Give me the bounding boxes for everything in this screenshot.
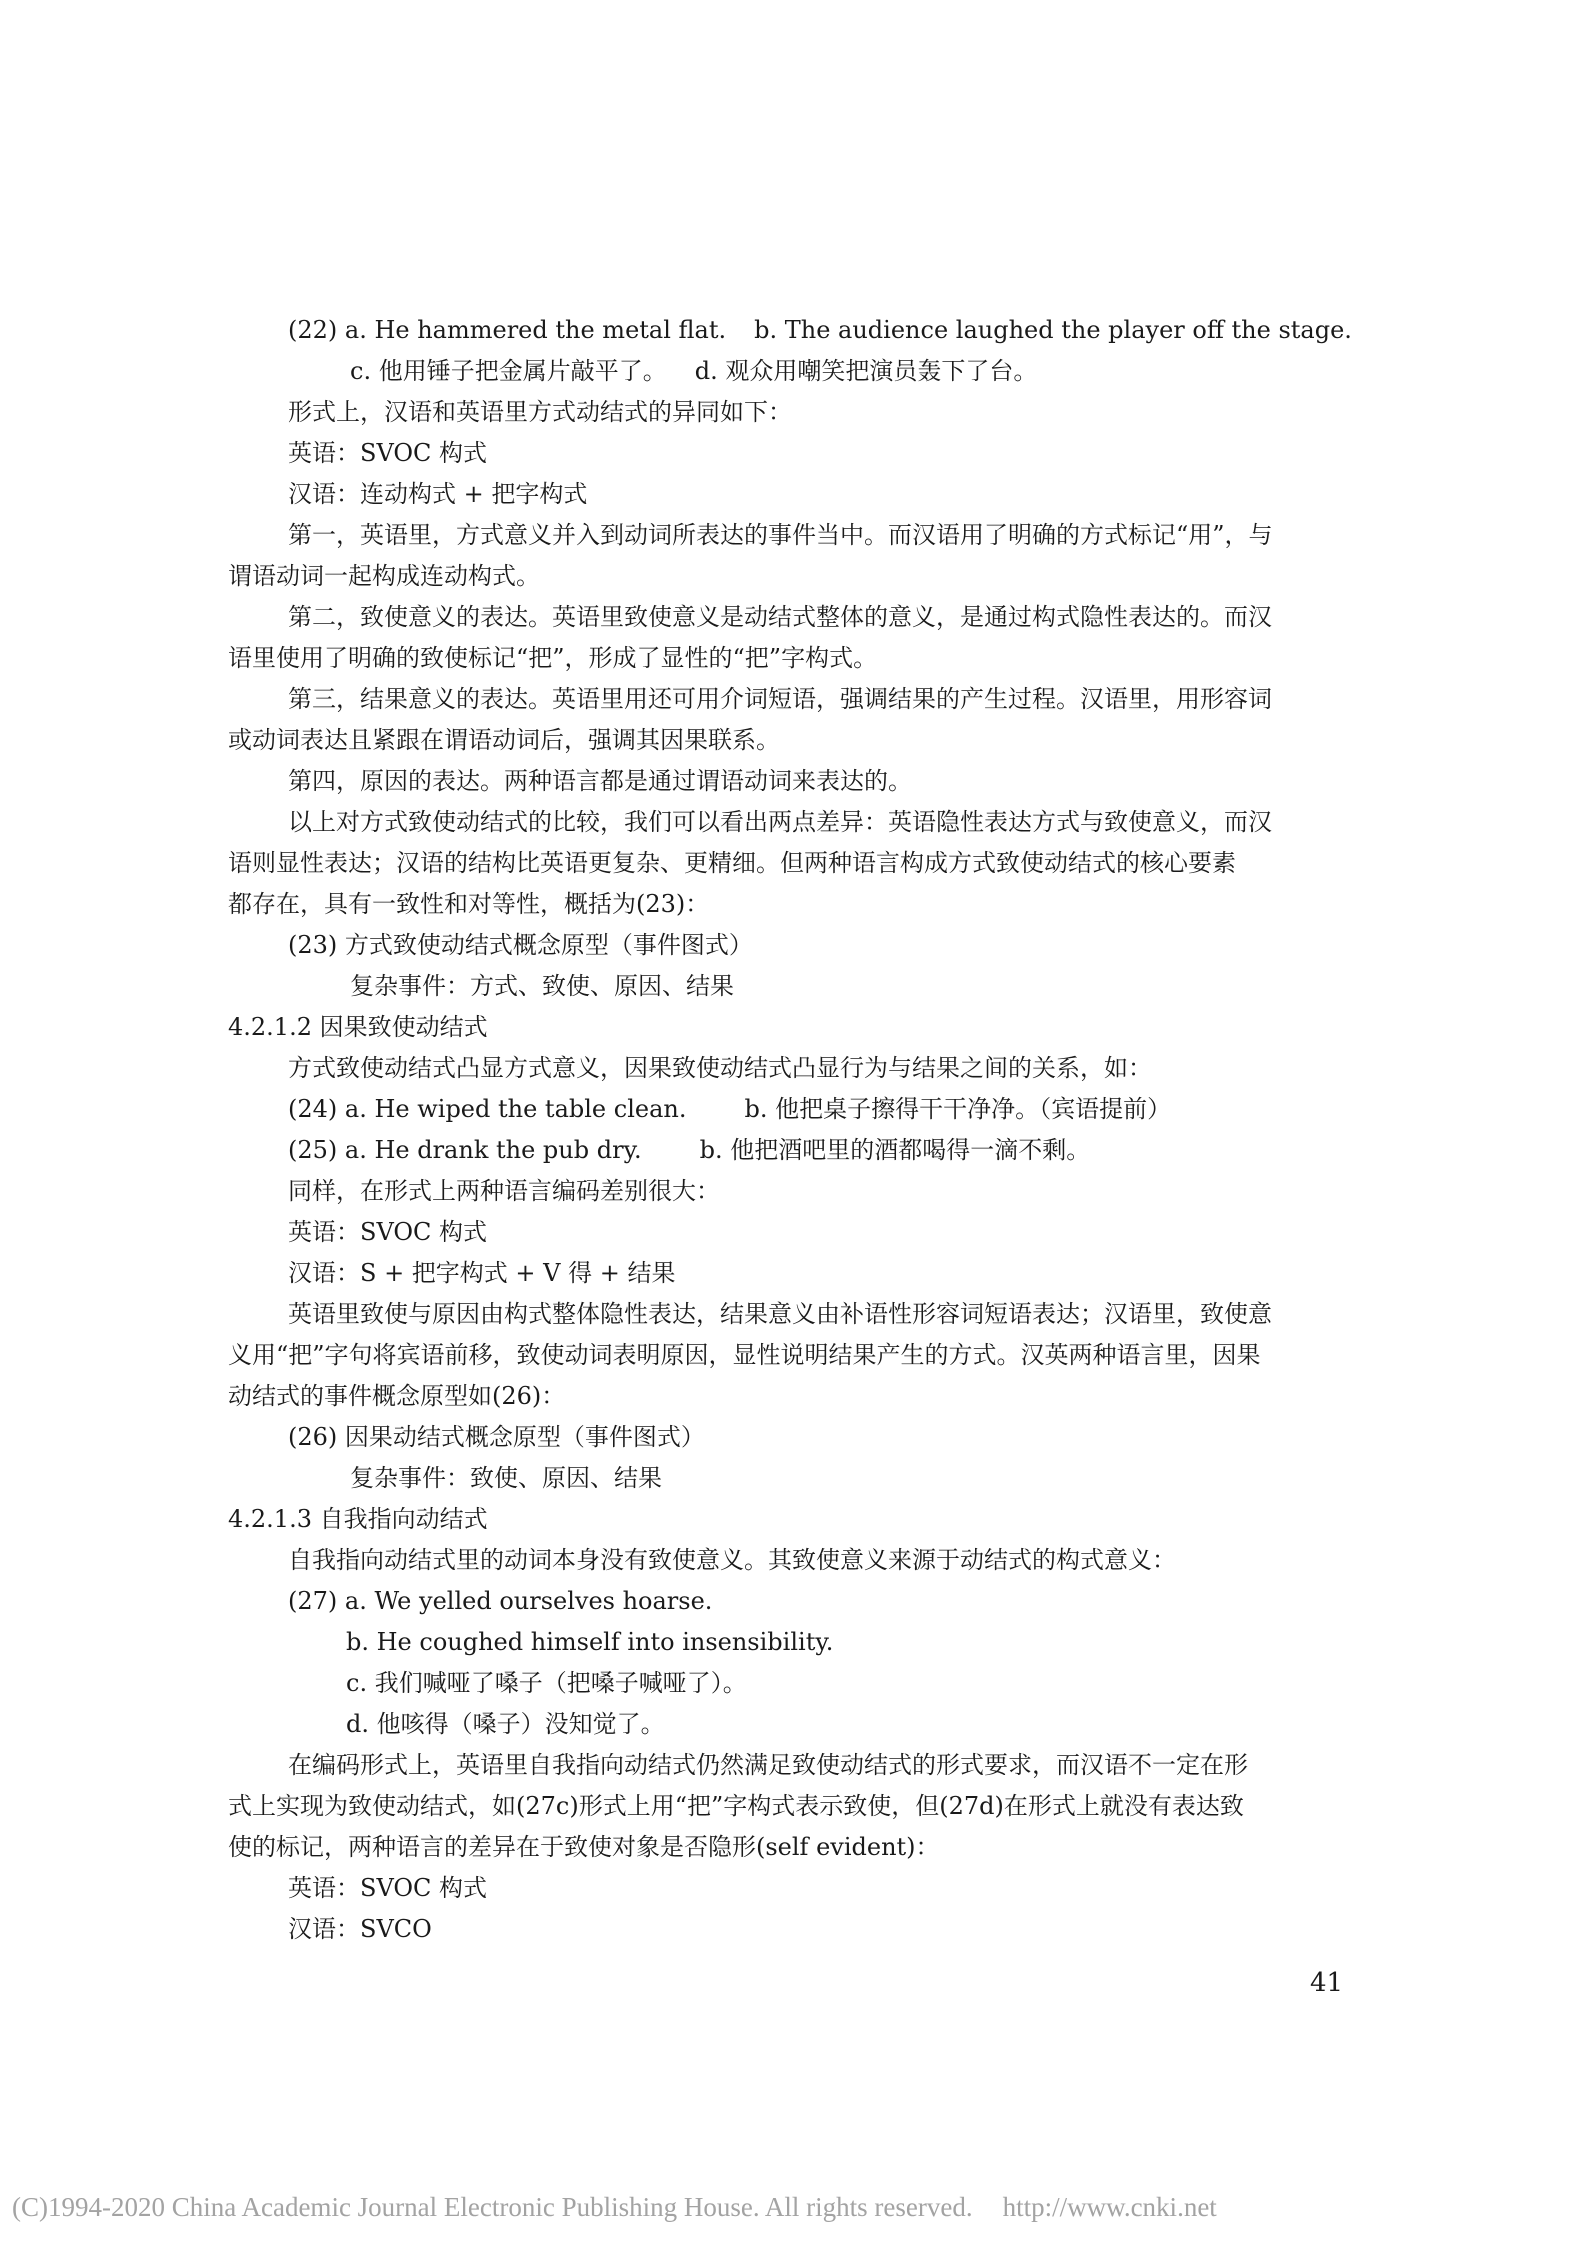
paragraph-line: 同样，在形式上两种语言编码差别很大： bbox=[288, 1177, 720, 1205]
paragraph-line: 谓语动词一起构成连动构式。 bbox=[228, 562, 540, 590]
formula-english: 英语：SVOC 构式 bbox=[288, 1874, 488, 1902]
paragraph-line: 在编码形式上，英语里自我指向动结式仍然满足致使动结式的形式要求，而汉语不一定在形 bbox=[288, 1751, 1248, 1779]
example-22a: (22) a. He hammered the metal flat. b. The audience laughed the player off the stage. bbox=[288, 316, 1352, 344]
copyright-text: (C)1994-2020 China Academic Journal Electronic Publishing House. All rights reserved. bbox=[12, 2192, 973, 2222]
paragraph-line: 语里使用了明确的致使标记“把”，形成了显性的“把”字构式。 bbox=[228, 644, 878, 672]
example-27a: (27) a. We yelled ourselves hoarse. bbox=[288, 1587, 713, 1615]
section-heading: 4.2.1.3 自我指向动结式 bbox=[228, 1505, 488, 1533]
example-26: (26) 因果动结式概念原型（事件图式） bbox=[288, 1423, 705, 1451]
formula-chinese: 汉语：连动构式 + 把字构式 bbox=[288, 480, 588, 508]
example-23-body: 复杂事件：方式、致使、原因、结果 bbox=[350, 972, 734, 1000]
paragraph-line: 第一，英语里，方式意义并入到动词所表达的事件当中。而汉语用了明确的方式标记“用”，与 bbox=[288, 521, 1273, 549]
formula-english: 英语：SVOC 构式 bbox=[288, 1218, 488, 1246]
paragraph-line: 第二，致使意义的表达。英语里致使意义是动结式整体的意义，是通过构式隐性表达的。而汉 bbox=[288, 603, 1272, 631]
footer-url: http://www.cnki.net bbox=[1002, 2192, 1217, 2222]
formula-english: 英语：SVOC 构式 bbox=[288, 439, 488, 467]
paragraph-line: 式上实现为致使动结式，如(27c)形式上用“把”字构式表示致使，但(27d)在形式上就没有表达致 bbox=[228, 1792, 1244, 1820]
example-25: (25) a. He drank the pub dry. b. 他把酒吧里的酒都喝得一滴不剩。 bbox=[288, 1136, 1091, 1164]
paragraph-line: 方式致使动结式凸显方式意义，因果致使动结式凸显行为与结果之间的关系，如： bbox=[288, 1054, 1152, 1082]
example-22c: c. 他用锤子把金属片敲平了。 d. 观众用嘲笑把演员轰下了台。 bbox=[350, 357, 1038, 385]
example-27b: b. He coughed himself into insensibility. bbox=[346, 1628, 834, 1656]
example-27c: c. 我们喊哑了嗓子（把嗓子喊哑了）。 bbox=[346, 1669, 747, 1697]
page-number: 41 bbox=[1310, 1968, 1344, 1998]
paragraph-line: 自我指向动结式里的动词本身没有致使意义。其致使意义来源于动结式的构式意义： bbox=[288, 1546, 1176, 1574]
paragraph-line: 使的标记，两种语言的差异在于致使对象是否隐形(self evident)： bbox=[228, 1833, 940, 1861]
formula-chinese: 汉语：S + 把字构式 + V 得 + 结果 bbox=[288, 1259, 676, 1287]
section-heading: 4.2.1.2 因果致使动结式 bbox=[228, 1013, 488, 1041]
formula-chinese: 汉语：SVCO bbox=[288, 1915, 432, 1943]
paragraph-line: 语则显性表达；汉语的结构比英语更复杂、更精细。但两种语言构成方式致使动结式的核心要素 bbox=[228, 849, 1236, 877]
example-24: (24) a. He wiped the table clean. b. 他把桌子擦得干干净净。（宾语提前） bbox=[288, 1095, 1172, 1123]
example-27d: d. 他咳得（嗓子）没知觉了。 bbox=[346, 1710, 665, 1738]
example-26-body: 复杂事件：致使、原因、结果 bbox=[350, 1464, 662, 1492]
paragraph-line: 形式上，汉语和英语里方式动结式的异同如下： bbox=[288, 398, 792, 426]
copyright-footer bbox=[12, 2192, 1217, 2223]
paragraph-line: 第三，结果意义的表达。英语里用还可用介词短语，强调结果的产生过程。汉语里，用形容词 bbox=[288, 685, 1272, 713]
paragraph-line: 以上对方式致使动结式的比较，我们可以看出两点差异：英语隐性表达方式与致使意义，而汉 bbox=[288, 808, 1272, 836]
paragraph-line: 或动词表达且紧跟在谓语动词后，强调其因果联系。 bbox=[228, 726, 780, 754]
paragraph-line: 英语里致使与原因由构式整体隐性表达，结果意义由补语性形容词短语表达；汉语里，致使意 bbox=[288, 1300, 1272, 1328]
paragraph-line: 第四，原因的表达。两种语言都是通过谓语动词来表达的。 bbox=[288, 767, 912, 795]
example-23: (23) 方式致使动结式概念原型（事件图式） bbox=[288, 931, 753, 959]
paragraph-line: 都存在，具有一致性和对等性，概括为(23)： bbox=[228, 890, 710, 918]
paragraph-line: 动结式的事件概念原型如(26)： bbox=[228, 1382, 566, 1410]
paragraph-line: 义用“把”字句将宾语前移，致使动词表明原因，显性说明结果产生的方式。汉英两种语言里，因果 bbox=[228, 1341, 1261, 1369]
